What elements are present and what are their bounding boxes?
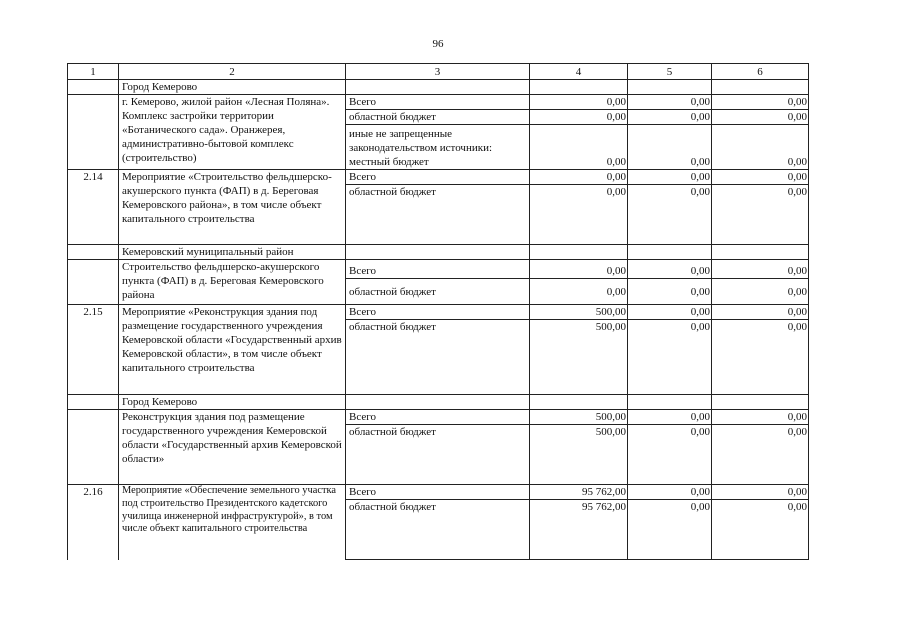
item-description: Реконструкция здания под размещение государственного учреждения Кемеровской области «Государственный архив Кемеровской области» [119,410,346,485]
header-cell: 2 [119,64,346,80]
funding-source: областной бюджет [346,279,530,305]
table-row [68,395,809,410]
value-col4: 0,00 [530,279,628,305]
value-col6: 0,00 [712,500,809,560]
table-row [68,485,809,500]
value-col6: 0,00 [712,410,809,425]
value-col5: 0,00 [628,95,712,110]
funding-source: Всего [346,170,530,185]
table-row [68,410,809,425]
value-col4: 0,00 [530,170,628,185]
table-row [68,80,809,95]
item-description: г. Кемерово, жилой район «Лесная Поляна». Комплекс застройки территории «Ботанического сада». Оранжерея, административно-бытовой комплекс (строительство) [119,95,346,170]
funding-source: иные не запрещенные законодательством источники: местный бюджет [346,125,530,170]
region-label: Город Кемерово [119,395,346,410]
header-cell: 3 [346,64,530,80]
table-row [68,245,809,260]
value-col4: 500,00 [530,320,628,395]
value-col5: 0,00 [628,410,712,425]
header-cell: 5 [628,64,712,80]
item-description: Мероприятие «Обеспечение земельного участка под строительство Президентского кадетского училища инженерной инфраструктурой», в том числе объект капитального строительства [119,485,346,560]
value-col6: 0,00 [712,110,809,125]
region-label: Город Кемерово [119,80,346,95]
value-col5: 0,00 [628,260,712,279]
header-cell: 6 [712,64,809,80]
value-col4: 500,00 [530,410,628,425]
funding-source: Всего [346,260,530,279]
page-number: 96 [432,38,444,50]
funding-source: областной бюджет [346,320,530,395]
value-col6: 0,00 [712,425,809,485]
funding-source: областной бюджет [346,110,530,125]
value-col6: 0,00 [712,170,809,185]
table-header-row [68,64,809,80]
value-col4: 0,00 [530,110,628,125]
funding-source: областной бюджет [346,500,530,560]
value-col6: 0,00 [712,485,809,500]
value-col5: 0,00 [628,110,712,125]
value-col5: 0,00 [628,305,712,320]
value-col5: 0,00 [628,485,712,500]
funding-source: Всего [346,95,530,110]
value-col4: 0,00 [530,125,628,170]
item-number: 2.16 [68,485,119,560]
value-col5: 0,00 [628,425,712,485]
value-col4: 0,00 [530,185,628,245]
header-cell: 1 [68,64,119,80]
item-number: 2.15 [68,305,119,395]
value-col5: 0,00 [628,279,712,305]
value-col5: 0,00 [628,320,712,395]
table-row [68,170,809,185]
funding-source: Всего [346,305,530,320]
value-col6: 0,00 [712,305,809,320]
value-col4: 500,00 [530,425,628,485]
value-col4: 95 762,00 [530,485,628,500]
value-col6: 0,00 [712,320,809,395]
region-label: Кемеровский муниципальный район [119,245,346,260]
value-col5: 0,00 [628,125,712,170]
item-number: 2.14 [68,170,119,245]
value-col4: 95 762,00 [530,500,628,560]
item-description: Мероприятие «Реконструкция здания под размещение государственного учреждения Кемеровской области «Государственный архив Кемеровской области», в том числе объект капитального строительства [119,305,346,395]
value-col4: 0,00 [530,95,628,110]
header-cell: 4 [530,64,628,80]
budget-table [67,63,809,560]
table-row [68,95,809,110]
value-col6: 0,00 [712,95,809,110]
table-row [68,260,809,279]
funding-source: Всего [346,485,530,500]
value-col6: 0,00 [712,279,809,305]
value-col6: 0,00 [712,260,809,279]
value-col5: 0,00 [628,185,712,245]
item-description: Мероприятие «Строительство фельдшерско-акушерского пункта (ФАП) в д. Береговая Кемеровского района», в том числе объект капитального строительства [119,170,346,245]
table-row [68,305,809,320]
value-col4: 0,00 [530,260,628,279]
funding-source: областной бюджет [346,425,530,485]
value-col4: 500,00 [530,305,628,320]
funding-source: областной бюджет [346,185,530,245]
item-description: Строительство фельдшерско-акушерского пункта (ФАП) в д. Береговая Кемеровского района [119,260,346,305]
value-col6: 0,00 [712,185,809,245]
value-col6: 0,00 [712,125,809,170]
funding-source: Всего [346,410,530,425]
value-col5: 0,00 [628,170,712,185]
value-col5: 0,00 [628,500,712,560]
